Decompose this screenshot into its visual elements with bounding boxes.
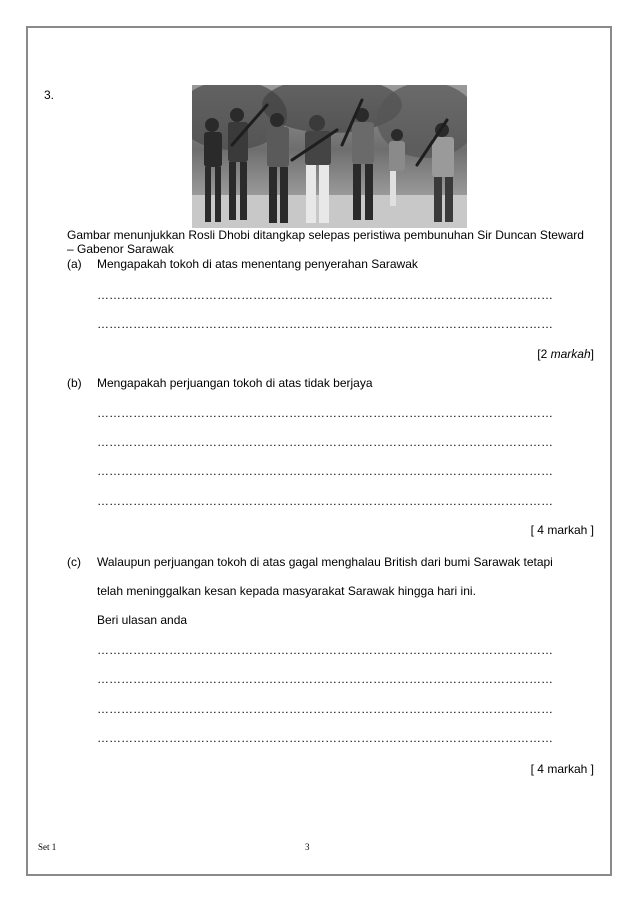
- part-a-question: Mengapakah tokoh di atas menentang penyerahan Sarawak: [97, 257, 418, 271]
- question-number: 3.: [44, 88, 55, 102]
- part-c-question-line1: Walaupun perjuangan tokoh di atas gagal menghalau British dari bumi Sarawak tetapi: [97, 555, 553, 569]
- part-b-marks: [ 4 markah ]: [530, 523, 594, 537]
- part-a-marks-suffix: ]: [590, 347, 594, 361]
- answer-line: ……………………………………………………………………………………………………: [97, 406, 553, 420]
- answer-line: ……………………………………………………………………………………………………: [97, 317, 553, 331]
- part-a-marks-prefix: [2: [537, 347, 551, 361]
- answer-line: ……………………………………………………………………………………………………: [97, 288, 553, 302]
- answer-line: ……………………………………………………………………………………………………: [97, 435, 553, 449]
- part-b-question: Mengapakah perjuangan tokoh di atas tidak berjaya: [97, 376, 373, 390]
- answer-line: ……………………………………………………………………………………………………: [97, 702, 553, 716]
- part-a-marks: [537, 347, 594, 361]
- answer-line: ……………………………………………………………………………………………………: [97, 643, 553, 657]
- answer-line: ……………………………………………………………………………………………………: [97, 464, 553, 478]
- part-c-instruction: Beri ulasan anda: [97, 613, 188, 627]
- answer-line: ……………………………………………………………………………………………………: [97, 494, 553, 508]
- footer-set-label: Set 1: [38, 842, 57, 852]
- part-c-marks: [ 4 markah ]: [530, 762, 594, 776]
- part-c-question-line2: telah meninggalkan kesan kepada masyarakat Sarawak hingga hari ini.: [97, 584, 476, 598]
- part-a-label: (a): [67, 257, 82, 271]
- photo-caption: Gambar menunjukkan Rosli Dhobi ditangkap selepas peristiwa pembunuhan Sir Duncan Steward – Gabenor Sarawak: [67, 228, 584, 256]
- part-c-label: (c): [67, 555, 81, 569]
- part-b-label: (b): [67, 376, 82, 390]
- answer-line: ……………………………………………………………………………………………………: [97, 672, 553, 686]
- part-a-marks-word: markah: [550, 347, 591, 361]
- answer-line: ……………………………………………………………………………………………………: [97, 731, 553, 745]
- historical-photo: [192, 85, 467, 228]
- footer-page-number: 3: [305, 842, 310, 852]
